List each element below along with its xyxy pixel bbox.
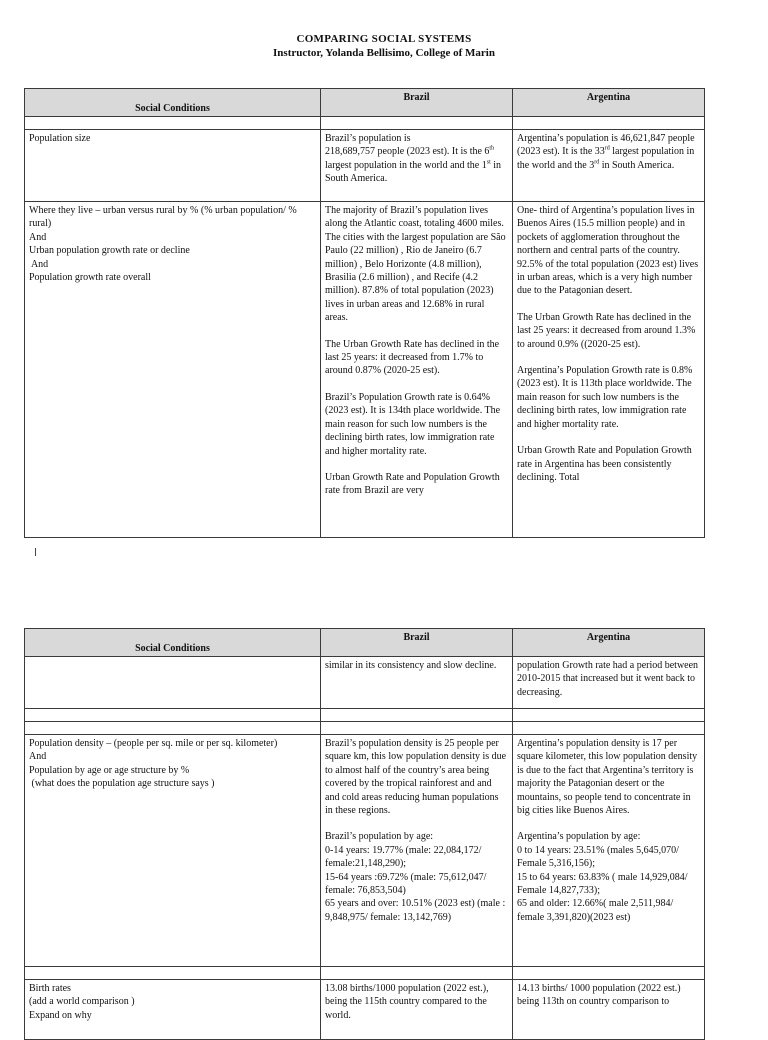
brazil-pop-text-2: 218,689,757 people (2023 est). It is the 6 — [325, 146, 490, 158]
cell-argentina-population-size — [513, 130, 705, 202]
brazil-pop-text-4: in South America. — [325, 159, 502, 185]
label-line: Population density – (people per sq. mile or per sq. kilometer) — [29, 738, 278, 749]
cell-brazil-birth-rates: 13.08 births/1000 population (2022 est.), being the 115th country compared to the world. — [321, 980, 513, 1040]
table-row-continuation — [25, 657, 705, 709]
label-line: Birth rates — [29, 983, 71, 994]
paragraph: Brazil’s population density is 25 people per square km, this low population density is due to almost half of the country’s area being covered by the tropical rainforest and and and cold areas reducing human populations in these regions. — [325, 738, 507, 817]
text-line: 14.13 births/ 1000 population (2022 est.) — [517, 983, 681, 994]
text-line: being 113th on country comparison to — [517, 996, 670, 1008]
brazil-pop-sup-1: th — [489, 146, 495, 153]
label-line: And — [29, 231, 47, 243]
label-line: Expand on why — [29, 1009, 92, 1021]
table-row-population-density — [25, 735, 705, 967]
age-line: 15 to 64 years: 63.83% ( male 14,929,084/ Female 14,827,733); — [517, 871, 688, 897]
label-population-density — [25, 735, 321, 967]
argentina-pop-text-1: Argentina’s population is 46,621,847 people (2023 est). It is the 33 — [517, 133, 695, 158]
header-social-conditions: Social Conditions — [25, 89, 321, 117]
label-line: Urban population growth rate or decline — [29, 245, 190, 257]
age-line: 0-14 years: 19.77% (male: 22,084,172/ female:21,148,290); — [325, 844, 482, 870]
argentina-pop-sup-2: rd — [594, 159, 600, 166]
label-continuation — [25, 657, 321, 709]
argentina-pop-sup-1: rd — [604, 146, 610, 153]
age-structure-block — [517, 830, 700, 924]
label-population-size: Population size — [25, 130, 321, 202]
cell-argentina-continuation: population Growth rate had a period between 2010-2015 that increased but it went back to decreasing. — [513, 657, 705, 709]
cell-brazil-population-size — [321, 130, 513, 202]
label-line: Population by age or age structure by % — [29, 764, 190, 776]
label-line: (add a world comparison ) — [29, 996, 135, 1008]
cell-argentina-where-they-live — [513, 202, 705, 538]
age-line: Argentina’s population by age: — [517, 831, 641, 843]
paragraph: Urban Growth Rate and Population Growth rate in Argentina has been consistently declining. Total — [517, 445, 692, 483]
spacer-row — [25, 722, 705, 735]
paragraph: The Urban Growth Rate has declined in the last 25 years: it decreased from around 1.3% to around 0.9% ((2020-25 est). — [517, 311, 696, 350]
age-line: 15-64 years :69.72% (male: 75,612,047/ female: 76,853,504) — [325, 871, 487, 897]
argentina-pop-text-3: in South America. — [599, 159, 675, 171]
spacer-row — [25, 967, 705, 980]
age-line: Brazil’s population by age: — [325, 831, 434, 843]
paragraph: The Urban Growth Rate has declined in the last 25 years: it decreased from 1.7% to around 0.87% (2020-25 est). — [325, 338, 500, 377]
table-header-row — [25, 89, 705, 117]
label-line: And — [29, 258, 49, 270]
paragraph: Argentina’s population density is 17 per square kilometer, this low population density is due to the fact that Argentina’s territory is majority the Patagonian desert or the mountains, so people tend to concentrate in big cities like Buenos Aires. — [517, 738, 698, 817]
comparison-table-2 — [24, 628, 705, 1040]
label-line: And — [29, 751, 47, 763]
cell-brazil-continuation: similar in its consistency and slow decline. — [321, 657, 513, 709]
argentina-pop-text-2: largest population in the world and the 3 — [517, 146, 695, 171]
paragraph: Brazil’s Population Growth rate is 0.64% (2023 est). It is 134th place worldwide. The main reason for such low numbers is the declining birth rates, low immigration rate and higher mortality rate. — [325, 391, 501, 457]
header-brazil: Brazil — [321, 629, 513, 657]
header-argentina: Argentina — [513, 89, 705, 117]
brazil-pop-text-1: Brazil’s population is — [325, 133, 411, 144]
brazil-pop-sup-2: st — [486, 159, 491, 166]
table-row-where-they-live — [25, 202, 705, 538]
document-subtitle: Instructor, Yolanda Bellisimo, College of Marin — [273, 47, 495, 59]
header-argentina: Argentina — [513, 629, 705, 657]
spacer-row — [25, 709, 705, 722]
cell-argentina-birth-rates — [513, 980, 705, 1040]
label-line: (what does the population age structure says ) — [29, 778, 215, 790]
age-line: 0 to 14 years: 23.51% (males 5,645,070/ Female 5,316,156); — [517, 844, 679, 870]
cell-argentina-population-density — [513, 735, 705, 967]
header-brazil: Brazil — [321, 89, 513, 117]
brazil-pop-text-3: largest population in the world and the 1 — [325, 159, 487, 171]
cell-brazil-where-they-live — [321, 202, 513, 538]
age-structure-block — [325, 830, 508, 924]
header-social-conditions: Social Conditions — [25, 629, 321, 657]
age-line: 65 and older: 12.66%( male 2,511,984/ female 3,391,820)(2023 est) — [517, 898, 674, 923]
paragraph: One- third of Argentina’s population lives in Buenos Aires (15.5 million people) and in pockets of agglomeration throughout the northern and central parts of the country. 92.5% of the total population (2023 est) lives in urban areas, which is a very high number due to the Patagonian desert. — [517, 205, 699, 297]
age-line: 65 years and over: 10.51% (2023 est) (male : 9,848,975/ female: 13,142,769) — [325, 898, 506, 923]
table-row-population-size — [25, 130, 705, 202]
cell-brazil-population-density — [321, 735, 513, 967]
paragraph: The majority of Brazil’s population lives along the Atlantic coast, totaling 4600 miles. The cities with the largest population are São Paulo (22 million) , Rio de Janeiro (6.7 million) , Belo Horizonte (4.8 million), Brasilia (2.6 million) , and Recife (4.2 million). 87.8% of total population (2023) lives in urban areas and 12.68% in rural areas. — [325, 205, 506, 324]
table-header-row — [25, 629, 705, 657]
spacer-row — [25, 117, 705, 130]
text-cursor-mark — [35, 548, 36, 556]
label-line: Population growth rate overall — [29, 272, 151, 284]
label-line: Where they live – urban versus rural by % (% urban population/ % rural) — [29, 205, 297, 230]
label-where-they-live — [25, 202, 321, 538]
page-header — [0, 32, 768, 60]
table-row-birth-rates — [25, 980, 705, 1040]
label-birth-rates — [25, 980, 321, 1040]
paragraph: Urban Growth Rate and Population Growth rate from Brazil are very — [325, 471, 500, 497]
document-title: COMPARING SOCIAL SYSTEMS — [296, 33, 472, 45]
paragraph: Argentina’s Population Growth rate is 0.8% (2023 est). It is 113th place worldwide. The main reason for such low numbers is the declining birth rates, low immigration rate and higher mortality rate. — [517, 365, 693, 430]
comparison-table-1 — [24, 88, 705, 538]
